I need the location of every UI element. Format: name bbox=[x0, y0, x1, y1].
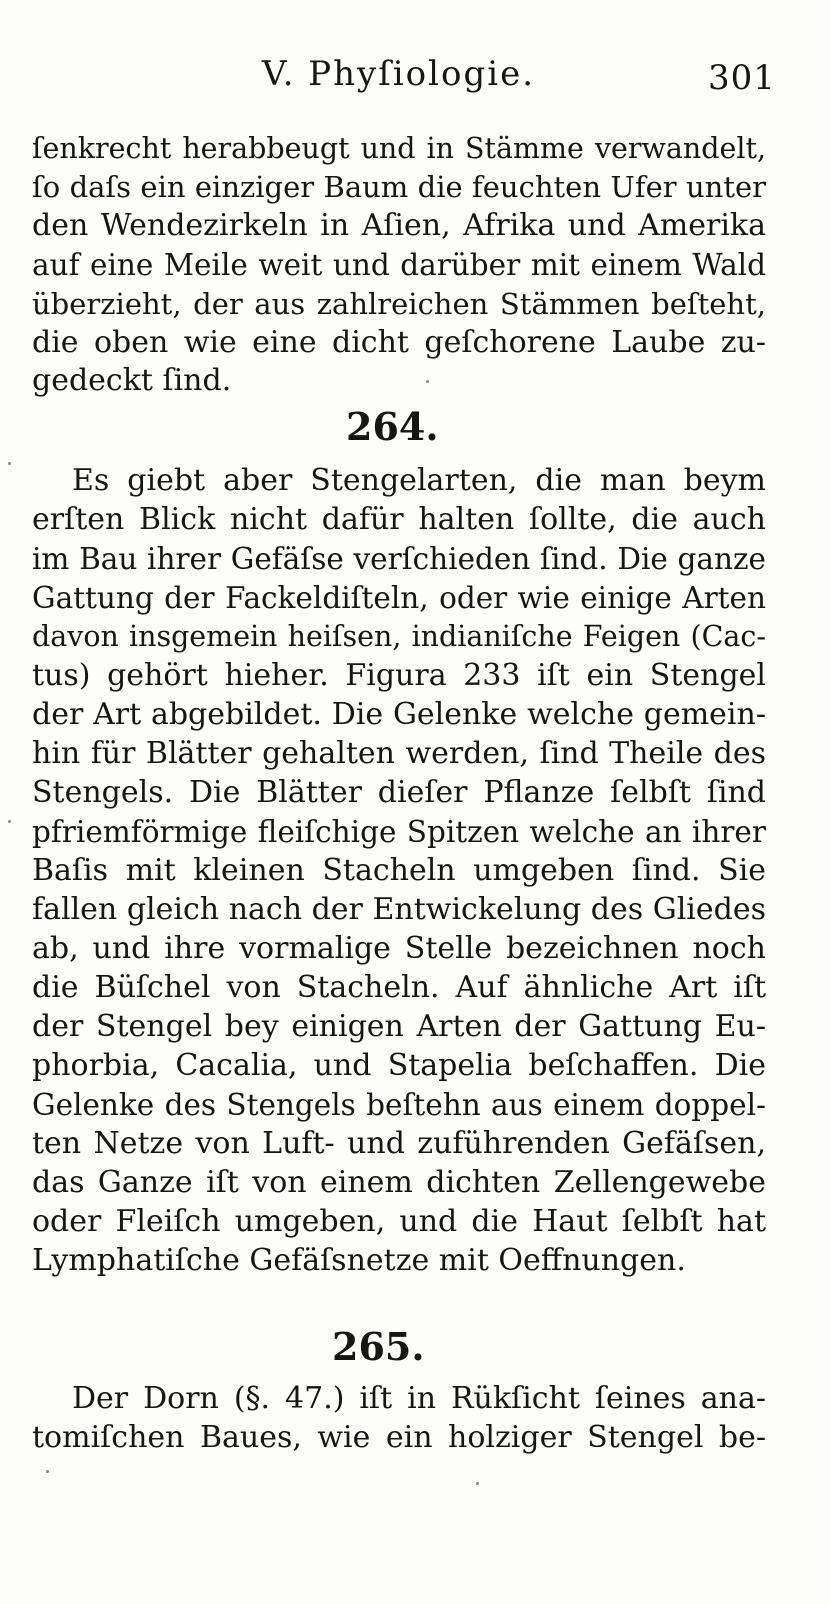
page-number: 301 bbox=[708, 58, 776, 98]
text-line: Gattung der Fackeldiſteln, oder wie einige Arten bbox=[32, 581, 766, 615]
paper-speck bbox=[476, 1482, 479, 1485]
text-line: hin für Blätter gehalten werden, ſind Theile des bbox=[32, 736, 766, 771]
text-line: das Ganze iſt von einem dichten Zellengewebe bbox=[32, 1165, 766, 1200]
paper-speck bbox=[426, 380, 429, 383]
text-line: Gelenke des Stengels beſtehn aus einem doppel- bbox=[32, 1088, 766, 1122]
paper-speck bbox=[8, 820, 11, 823]
text-line: die Büſchel von Stacheln. Auf ähnliche Art iſt bbox=[32, 970, 766, 1005]
text-line: oder Fleiſch umgeben, und die Haut ſelbſt hat bbox=[32, 1204, 766, 1239]
chapter-title: V. Phyſiologie. bbox=[262, 54, 536, 94]
text-line: ten Netze von Luft- und zuführenden Gefäſsen, bbox=[32, 1126, 766, 1161]
text-line: Es giebt aber Stengelarten, die man beym bbox=[72, 463, 766, 498]
text-line: davon insgemein heiſsen, indianiſche Feigen (Cac- bbox=[32, 620, 766, 653]
text-line: Baſis mit kleinen Stacheln umgeben ſind. Sie bbox=[32, 853, 766, 888]
text-line: erſten Blick nicht dafür halten ſollte, die auch bbox=[32, 502, 766, 537]
text-line: phorbia, Cacalia, und Stapelia beſchaffen. Die bbox=[32, 1048, 766, 1083]
text-line: ab, und ihre vormalige Stelle bezeichnen noch bbox=[32, 931, 766, 966]
text-line: ſo daſs ein einziger Baum die feuchten Ufer unter bbox=[32, 170, 766, 204]
text-line: gedeckt ſind. bbox=[32, 363, 232, 398]
text-line: tus) gehört hieher. Figura 233 iſt ein Stengel bbox=[32, 658, 766, 693]
text-line: ſenkrecht herabbeugt und in Stämme verwandelt, bbox=[32, 132, 766, 165]
paper-speck bbox=[46, 1470, 49, 1473]
text-line: fallen gleich nach der Entwickelung des Gliedes bbox=[32, 892, 766, 927]
text-line: den Wendezirkeln in Aſien, Afrika und Amerika bbox=[32, 208, 766, 243]
text-line: auf eine Meile weit und darüber mit einem Wald bbox=[32, 248, 766, 282]
text-line: überzieht, der aus zahlreichen Stämmen beſteht, bbox=[32, 287, 766, 321]
text-line: der Art abgebildet. Die Gelenke welche gemein- bbox=[32, 697, 766, 732]
section-number-265: 265. bbox=[332, 1324, 425, 1369]
text-line: Lymphatiſche Gefäſsnetze mit Oeffnungen. bbox=[32, 1243, 686, 1278]
text-line: die oben wie eine dicht geſchorene Laube zu- bbox=[32, 325, 766, 360]
text-line: Stengels. Die Blätter dieſer Pflanze ſelbſt ſind bbox=[32, 775, 766, 810]
text-line: tomiſchen Baues, wie ein holziger Stengel be- bbox=[32, 1420, 766, 1455]
text-line: pfriemförmige fleiſchige Spitzen welche an ihrer bbox=[32, 815, 766, 849]
section-number-264: 264. bbox=[346, 404, 439, 449]
running-header bbox=[0, 48, 830, 108]
text-line: Der Dorn (§. 47.) iſt in Rükſicht ſeines ana- bbox=[72, 1381, 766, 1416]
text-line: im Bau ihrer Gefäſse verſchieden ſind. Die ganze bbox=[32, 542, 766, 576]
text-line: der Stengel bey einigen Arten der Gattung Eu- bbox=[32, 1009, 766, 1044]
paper-speck bbox=[8, 462, 11, 465]
